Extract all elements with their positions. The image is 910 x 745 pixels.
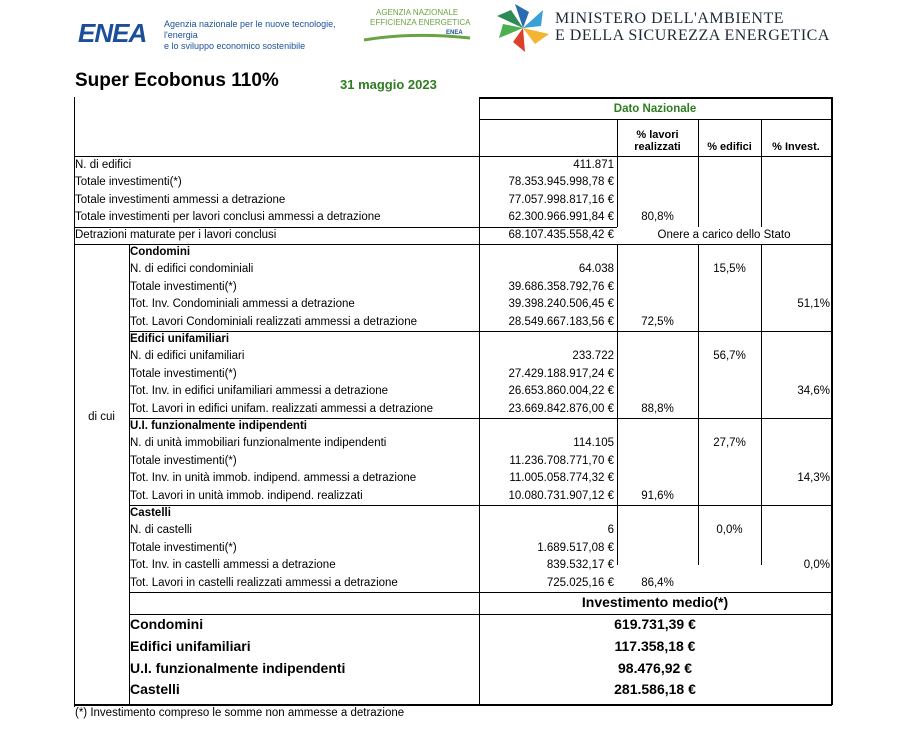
- avg-row-label: Edifici unifamiliari: [130, 637, 251, 654]
- section-row-value: 26.653.860.004,22 €: [508, 385, 614, 398]
- section-row-pct-edifici: 27,7%: [713, 437, 746, 450]
- avg-header-divider: [129, 614, 832, 615]
- section-row-value: 39.686.358.792,76 €: [508, 280, 614, 293]
- section-row-label: Tot. Lavori in unità immob. indipend. realizzati: [130, 489, 363, 502]
- section-row-value: 39.398.240.506,45 €: [508, 298, 614, 311]
- col-header-invest: % Invest.: [772, 141, 820, 153]
- row-label: N. di edifici: [75, 159, 132, 171]
- ministry-name: [555, 10, 830, 44]
- detrazioni-note: Onere a carico dello Stato: [617, 227, 831, 244]
- avg-row-value: 98.476,92 €: [618, 659, 692, 676]
- avg-row-label: Castelli: [130, 681, 180, 698]
- section-row-pct-lavori: 91,6%: [641, 489, 674, 502]
- row-value: 411.871: [573, 159, 614, 171]
- page-title: Super Ecobonus 110%: [75, 70, 279, 91]
- detrazioni-value: 68.107.435.558,42 €: [508, 228, 614, 241]
- invest-col-line: [761, 119, 762, 565]
- section-title: U.I. funzionalmente indipendenti: [130, 420, 307, 432]
- col-header-lavori-2: realizzati: [634, 141, 681, 153]
- section-row-value: 114.105: [573, 437, 614, 450]
- enea-logo-line1: Agenzia nazionale per le nuove tecnologie, l'energia: [164, 19, 336, 40]
- section-row-label: Tot. Lavori in edifici unifam. realizzati ammessi a detrazione: [130, 402, 433, 415]
- agency-logo-enea: ENEA: [446, 30, 463, 36]
- section-row-label: Tot. Lavori Condominiali realizzati ammessi a detrazione: [130, 315, 417, 328]
- row-label: Totale investimenti(*): [75, 176, 182, 189]
- section-title: Condomini: [130, 246, 191, 258]
- section-row-value: 233.722: [572, 350, 614, 363]
- section-row-label: Totale investimenti(*): [130, 280, 237, 293]
- section-row-value: 725.025,16 €: [546, 576, 614, 589]
- agency-logo-line2: EFFICIENZA ENERGETICA: [370, 18, 471, 27]
- section-row-pct-lavori: 86,4%: [641, 576, 674, 589]
- section-row-label: N. di castelli: [130, 524, 192, 537]
- section-row-value: 1.689.517,08 €: [537, 541, 614, 554]
- section-row-value: 6: [607, 524, 614, 537]
- section-row-pct-invest: 51,1%: [797, 298, 830, 311]
- section-row-label: Tot. Inv. in unità immob. indipend. ammessi a detrazione: [130, 472, 417, 485]
- section-row-pct-invest: 14,3%: [797, 472, 830, 485]
- section-row-label: N. di edifici condominiali: [130, 263, 254, 276]
- agency-logo-line1: AGENZIA NAZIONALE: [376, 8, 459, 17]
- row-pct-lavori: 80,8%: [641, 211, 674, 224]
- avg-row-value: 619.731,39 €: [614, 616, 696, 632]
- section-row-label: N. di unità immobiliari funzionalmente indipendenti: [130, 437, 387, 450]
- section-row-label: Tot. Inv. in edifici unifamiliari ammessi a detrazione: [130, 385, 389, 398]
- section-divider: [129, 592, 832, 593]
- section-row-pct-lavori: 88,8%: [641, 402, 674, 415]
- avg-row-label: U.I. funzionalmente indipendenti: [130, 659, 346, 676]
- section-row-label: N. di edifici unifamiliari: [130, 350, 245, 363]
- row-label: Totale investimenti ammessi a detrazione: [75, 193, 286, 206]
- table-border-top: [479, 97, 832, 99]
- efficiency-agency-logo: [362, 6, 482, 50]
- group-header: Dato Nazionale: [613, 103, 697, 115]
- section-row-pct-edifici: 0,0%: [716, 524, 743, 537]
- enea-logo-mark: ENEA: [78, 18, 147, 48]
- header-divider: [479, 119, 832, 120]
- section-row-value: 10.080.731.907,12 €: [508, 489, 614, 502]
- section-row-label: Tot. Lavori in castelli realizzati ammessi a detrazione: [130, 576, 398, 589]
- ministry-line2: E DELLA SICUREZZA ENERGETICA: [555, 27, 830, 44]
- report-date: 31 maggio 2023: [340, 77, 437, 92]
- row-value: 77.057.998.817,16 €: [508, 193, 614, 206]
- enea-logo-text: [164, 19, 348, 52]
- avg-row-value: 281.586,18 €: [614, 681, 696, 698]
- section-row-pct-invest: 0,0%: [803, 559, 830, 572]
- section-row-value: 23.669.842.876,00 €: [508, 402, 614, 415]
- enea-logo: [78, 16, 348, 51]
- ministry-line1: MINISTERO DELL'AMBIENTE: [555, 10, 785, 27]
- avg-row-value: 117.358,18 €: [614, 637, 696, 654]
- col-header-edifici: % edifici: [707, 141, 752, 153]
- section-row-label: Totale investimenti(*): [130, 454, 237, 467]
- edifici-col-line: [698, 119, 699, 565]
- header-logos: [0, 0, 910, 60]
- section-row-pct-edifici: 56,7%: [713, 350, 746, 363]
- sub-col-line: [129, 244, 130, 705]
- ministry-emblem-icon: [495, 2, 551, 54]
- section-row-value: 11.005.058.774,32 €: [509, 472, 614, 485]
- section-title: Castelli: [130, 507, 171, 519]
- section-row-pct-lavori: 72,5%: [641, 315, 674, 328]
- section-row-label: Totale investimenti(*): [130, 367, 237, 380]
- section-row-pct-edifici: 15,5%: [713, 263, 746, 276]
- section-row-value: 28.549.667.183,56 €: [508, 315, 614, 328]
- row-value: 78.353.945.998,78 €: [508, 176, 614, 189]
- detrazioni-label: Detrazioni maturate per i lavori conclusi: [75, 228, 277, 241]
- section-row-label: Tot. Inv. in castelli ammessi a detrazione: [130, 559, 336, 572]
- di-cui-label: di cui: [88, 411, 115, 423]
- section-row-pct-invest: 34,6%: [797, 385, 830, 398]
- section-title: Edifici unifamiliari: [130, 333, 230, 345]
- enea-logo-line2: e lo sviluppo economico sostenibile: [164, 41, 306, 51]
- row-value: 62.300.966.991,84 €: [508, 211, 614, 224]
- section-row-value: 839.532,17 €: [546, 559, 614, 572]
- row-label: Totale investimenti per lavori conclusi ammessi a detrazione: [75, 211, 381, 224]
- data-table: [74, 95, 832, 705]
- table-border-bottom: [74, 704, 832, 706]
- section-row-label: Totale investimenti(*): [130, 541, 237, 554]
- section-row-label: Tot. Inv. Condominiali ammessi a detrazione: [130, 298, 355, 311]
- section-row-value: 64.038: [578, 263, 614, 276]
- section-row-value: 11.236.708.771,70 €: [509, 454, 614, 467]
- col-header-lavori-1: % lavori: [636, 129, 679, 141]
- section-row-value: 27.429.188.917,24 €: [508, 367, 614, 380]
- avg-row-label: Condomini: [130, 616, 204, 632]
- footnote: (*) Investimento compreso le somme non ammesse a detrazione: [75, 707, 405, 719]
- avg-investment-header: Investimento medio(*): [581, 594, 729, 610]
